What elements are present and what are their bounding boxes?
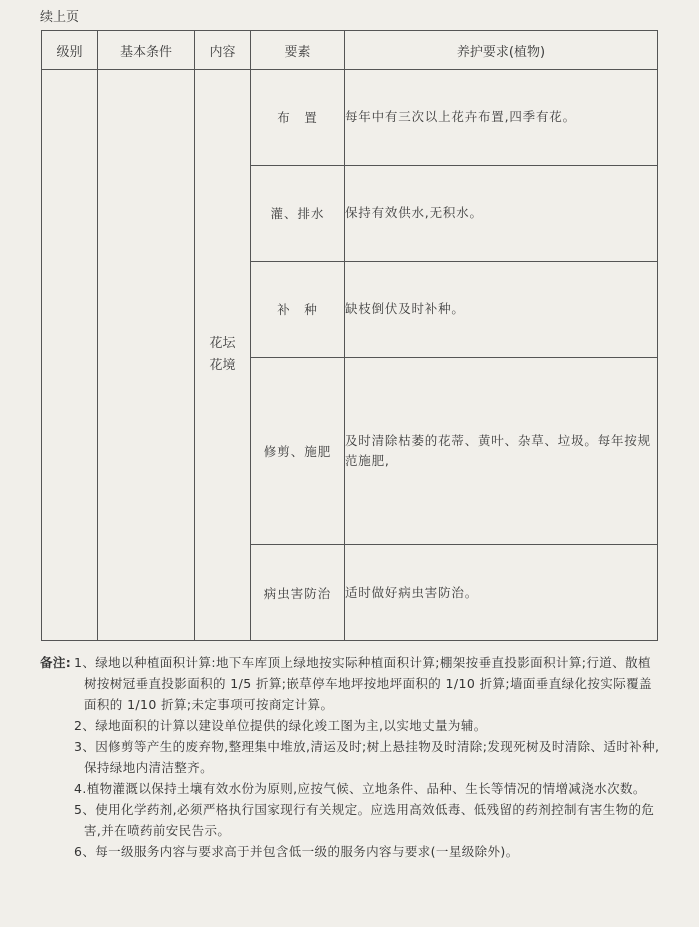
- notes-section: [40, 652, 660, 862]
- content-line-2: 花境: [209, 358, 236, 373]
- note-item-6: 6、每一级服务内容与要求高于并包含低一级的服务内容与要求(一星级除外)。: [74, 844, 519, 859]
- content-line-1: 花坛: [209, 336, 236, 351]
- level-cell: [42, 70, 98, 641]
- header-base: 基本条件: [98, 31, 195, 70]
- factor-cell: 布 置: [251, 70, 345, 166]
- requirement-cell: 保持有效供水,无积水。: [345, 165, 658, 261]
- note-item-5: 5、使用化学药剂,必须严格执行国家现行有关规定。应选用高效低毒、低残留的药剂控制有害生物的危害,并在喷药前安民告示。: [74, 802, 655, 838]
- continued-label: 续上页: [40, 10, 80, 25]
- header-level: 级别: [42, 31, 98, 70]
- factor-cell: 病虫害防治: [251, 545, 345, 641]
- notes-heading: 备注:: [40, 655, 72, 670]
- note-item-4: 4.植物灌溉以保持土壤有效水份为原则,应按气候、立地条件、品种、生长等情况的情增减浇水次数。: [74, 781, 646, 796]
- requirement-cell: 适时做好病虫害防治。: [345, 545, 658, 641]
- factor-cell: 补 种: [251, 261, 345, 357]
- note-item-1: 1、绿地以种植面积计算:地下车库顶上绿地按实际种植面积计算;棚架按垂直投影面积计算;行道、散植树按树冠垂直投影面积的 1/5 折算;嵌草停车地坪按地坪面积的 1/10 折算;墙面垂直绿化按实际覆盖面积的 1/10 折算;未定事项可按商定计算。: [74, 655, 652, 712]
- base-cell: [98, 70, 195, 641]
- header-factor: 要素: [251, 31, 345, 70]
- maintenance-table: [41, 30, 658, 641]
- content-cell: [195, 70, 251, 641]
- note-item-3: 3、因修剪等产生的废弃物,整理集中堆放,清运及时;树上悬挂物及时清除;发现死树及时清除、适时补种,保持绿地内清洁整齐。: [74, 739, 660, 775]
- header-requirement: 养护要求(植物): [345, 31, 658, 70]
- requirement-cell: 每年中有三次以上花卉布置,四季有花。: [345, 70, 658, 166]
- table-row: [42, 70, 658, 166]
- header-content: 内容: [195, 31, 251, 70]
- factor-cell: 灌、排水: [251, 165, 345, 261]
- table-header-row: [42, 31, 658, 70]
- requirement-cell: 缺枝倒伏及时补种。: [345, 261, 658, 357]
- factor-cell: 修剪、施肥: [251, 357, 345, 544]
- note-item-2: 2、绿地面积的计算以建设单位提供的绿化竣工图为主,以实地丈量为辅。: [74, 718, 487, 733]
- requirement-cell: 及时清除枯萎的花蒂、黄叶、杂草、垃圾。每年按规范施肥,: [345, 357, 658, 544]
